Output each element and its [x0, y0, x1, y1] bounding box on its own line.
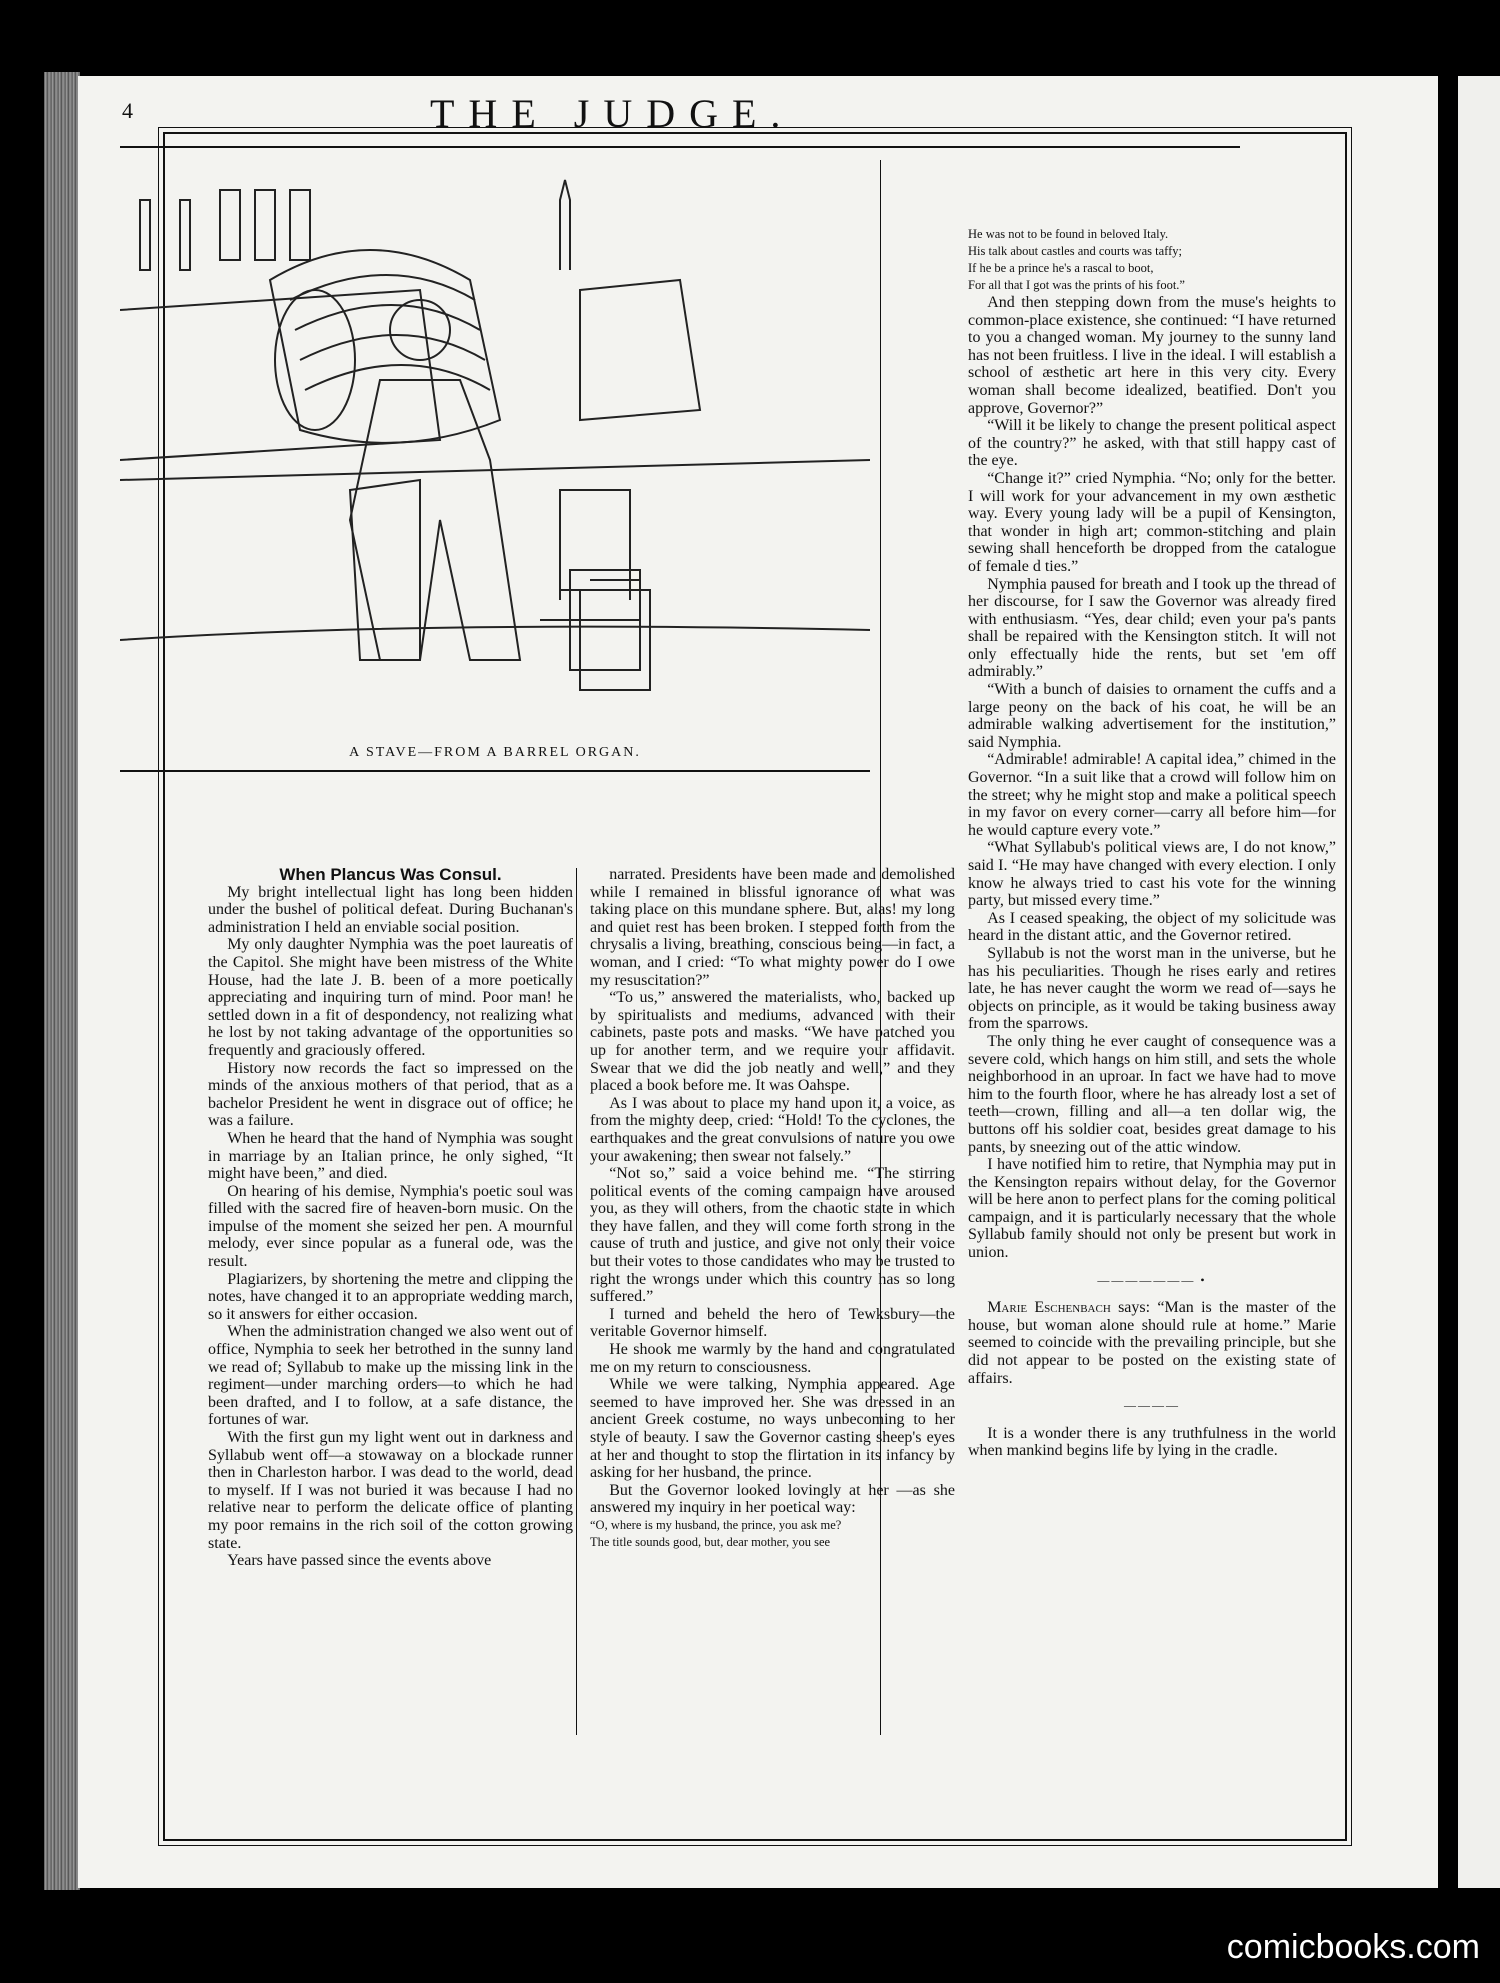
verse-line: If he be a prince he's a rascal to boot,	[968, 261, 1154, 275]
article-column-3	[968, 226, 1336, 1460]
verse-line: The title sounds good, but, dear mother, you see	[590, 1534, 831, 1549]
paragraph: But the Governor looked lovingly at her —as she answered my inquiry in her poetical way:	[590, 1481, 955, 1517]
paragraph: “Admirable! admirable! A capital idea,” chimed in the Governor. “In a suit like that a crowd will follow him on the street; why he might stop and make a political speech in my favor on every corner—carry all before him—for he would capture every vote.”	[968, 751, 1336, 839]
verse-line: His talk about castles and courts was taffy;	[968, 244, 1182, 258]
article-heading: When Plancus Was Consul.	[279, 865, 502, 884]
paragraph: “To us,” answered the materialists, who, backed up by spiritualists and mediums, advanced with their cabinets, paste pots and masks. “We have patched you up for another term, and we require your affidavit. Swear that we did the job neatly and well,” and they placed a book before me. It was Oahspe.	[590, 989, 955, 1095]
article-column-2	[590, 866, 955, 1551]
illustration-caption: A STAVE—FROM A BARREL ORGAN.	[349, 745, 641, 760]
book-binding	[44, 72, 80, 1890]
paragraph: On hearing of his demise, Nymphia's poetic soul was filled with the sacred fire of heaven-born music. On the impulse of the moment she seized her pen. A mournful melody, ever since popular as a funeral ode, was the result.	[208, 1182, 573, 1271]
paragraph: narrated. Presidents have been made and demolished while I remained in blissful ignorance of what was taking place on this mundane sphere. But, alas! my long and quiet rest has been broken. I stepped forth from the chrysalis a living, breathing, conscious being—in fact, a woman, and I cried: “To what mighty power do I owe my resuscitation?”	[590, 866, 955, 989]
column-rule	[576, 868, 577, 1735]
paragraph: My only daughter Nymphia was the poet laureatis of the Capitol. She might have been mistress of the White House, had the late J. B. been of a more poetically appreciating and inquiring turn of mind. Poor man! he settled down in a fit of despondency, not realizing what he lost by not taking advantage of the opportunities so frequently and graciously offered.	[208, 936, 573, 1059]
page-number: 4	[122, 98, 133, 123]
paragraph: While we were talking, Nymphia appeared. Age seemed to have improved her. She was dressed in an ancient Greek costume, no ways unbecoming to her style of beauty. I saw the Governor casting sheep's eyes at her and thought to stop the flirtation in its infancy by asking for her husband, the prince.	[590, 1376, 955, 1482]
paragraph: And then stepping down from the muse's heights to common-place existence, she continued: “I have returned to you a changed woman. My journey to the sunny land has not been fruitless. I live in the ideal. I will establish a school of æsthetic art here in this very city. Every woman shall become idealized, beatified. Don't you approve, Governor?”	[968, 294, 1336, 417]
paragraph: Plagiarizers, by shortening the metre and clipping the notes, have changed it to an appropriate wedding march, so it answers for either occasion.	[208, 1270, 573, 1323]
facing-page-edge	[1458, 76, 1500, 1888]
paragraph: “What Syllabub's political views are, I do not know,” said I. “He may have changed with every election. I only know he always tried to cast his vote for the winning party, but missed every time.”	[968, 839, 1336, 910]
filler-truth: It is a wonder there is any truthfulness in the world when mankind begins life by lying in the cradle.	[968, 1424, 1336, 1460]
paragraph: With the first gun my light went out in darkness and Syllabub went off—a stowaway on a blockade runner then in Charleston harbor. I was dead to the world, dead to myself. If I was not buried it was because I had no relative near to perform the delicate office of planting my poor remains in the rich soil of the cotton growing state.	[208, 1429, 573, 1552]
verse-line: “O, where is my husband, the prince, you ask me?	[590, 1517, 842, 1532]
cartoon-illustration	[120, 160, 870, 740]
paragraph: He shook me warmly by the hand and congratulated me on my return to consciousness.	[590, 1341, 955, 1376]
paragraph: I have notified him to retire, that Nymphia may put in the Kensington repairs without delay, for the Governor will be here anon to perfect plans for the coming political campaign, and it is particularly necessary that the whole Syllabub family should not only be present but work in union.	[968, 1156, 1336, 1262]
paragraph: Syllabub is not the worst man in the universe, but he has his peculiarities. Though he rises early and retires late, he has never caught the worm we read of—says he objects on principle, as it would be taking business away from the sparrows.	[968, 944, 1336, 1033]
paragraph: “Will it be likely to change the present political aspect of the country?” he asked, with that still happy cast of the eye.	[968, 417, 1336, 470]
paragraph: When he heard that the hand of Nymphia was sought in marriage by an Italian prince, he only sighed, “It might have been,” and died.	[208, 1129, 573, 1183]
verse-line: For all that I got was the prints of his foot.”	[968, 278, 1185, 292]
filler-eschenbach	[968, 1299, 1336, 1387]
section-ornament: ——————— •	[1097, 1272, 1207, 1287]
paragraph: “With a bunch of daisies to ornament the cuffs and a large peony on the back of his coat, he will be an admirable walking advertisement for the institution,” said Nymphia.	[968, 681, 1336, 751]
verse-line: He was not to be found in beloved Italy.	[968, 227, 1169, 241]
paragraph: “Change it?” cried Nymphia. “No; only for the better. I will work for your advancement in my own æsthetic way. Every young lady will be a pupil of Kensington, that wonder in high art; common-stitching and plain sewing shall henceforth be dropped from the catalogue of female d ties.”	[968, 469, 1336, 575]
paragraph: Years have passed since the events above	[227, 1552, 492, 1570]
masthead-rule	[120, 146, 1240, 148]
paragraph: “Not so,” said a voice behind me. “The stirring political events of the coming campaign have aroused you, as they will others, from the chaotic state in which they have fallen, and they will come forth strong in the cause of truth and justice, and give not only their voice but their votes to those candidates who may be trusted to right the wrongs under which this country has so long suffered.”	[590, 1165, 955, 1306]
paragraph: As I was about to place my hand upon it, a voice, as from the mighty deep, cried: “Hold! To the cyclones, the earthquakes and the great convulsions of nature you owe your awakening; then swear not falsely.”	[590, 1094, 955, 1165]
paragraph: I turned and beheld the hero of Tewksbury—the veritable Governor himself.	[590, 1305, 955, 1341]
paragraph: History now records the fact so impressed on the minds of the anxious mothers of that period, that as a bachelor President he went in disgrace out of office; he was a failure.	[208, 1059, 573, 1130]
paragraph: My bright intellectual light has long been hidden under the bushel of political defeat. During Buchanan's administration I held an enviable social position.	[208, 883, 573, 936]
site-watermark: comicbooks.com	[1226, 1928, 1480, 1966]
masthead-title: THE JUDGE.	[430, 91, 795, 136]
paragraph: As I ceased speaking, the object of my solicitude was heard in the distant attic, and the Governor retired.	[968, 909, 1336, 945]
section-rule: ————	[1124, 1398, 1180, 1413]
filler-text: says: “Man is the master of the house, but woman alone should rule at home.” Marie seemed to coincide with the prevailing principle, but she did not appear to be posted on the existing state of affairs.	[968, 1299, 1337, 1387]
filler-name: Marie Eschenbach	[987, 1299, 1111, 1317]
paragraph: Nymphia paused for breath and I took up the thread of her discourse, for I saw the Governor was already fired with enthusiasm. “Yes, dear child; even your pa's pants shall be repaired with the Kensington stitch. It will not only effectually hide the rents, but set 'em off admirably.”	[968, 575, 1336, 681]
illustration-rule	[120, 770, 870, 772]
paragraph: When the administration changed we also went out of office, Nymphia to seek her betrothed in the sunny land we read of; Syllabub to make up the missing link in the regiment—under marching orders—to which he had been drafted, and I to follow, at a safe distance, the fortunes of war.	[208, 1323, 573, 1429]
article-column-1	[208, 866, 573, 1570]
paragraph: The only thing he ever caught of consequence was a severe cold, which hangs on him still, and sets the whole neighborhood in an uproar. In fact we have had to move him to the fourth floor, where he has already lost a set of teeth—crown, filling and all—a ten dollar wig, the buttons off his soldier coat, besides great damage to his pants, by sneezing out of the attic window.	[968, 1032, 1336, 1156]
